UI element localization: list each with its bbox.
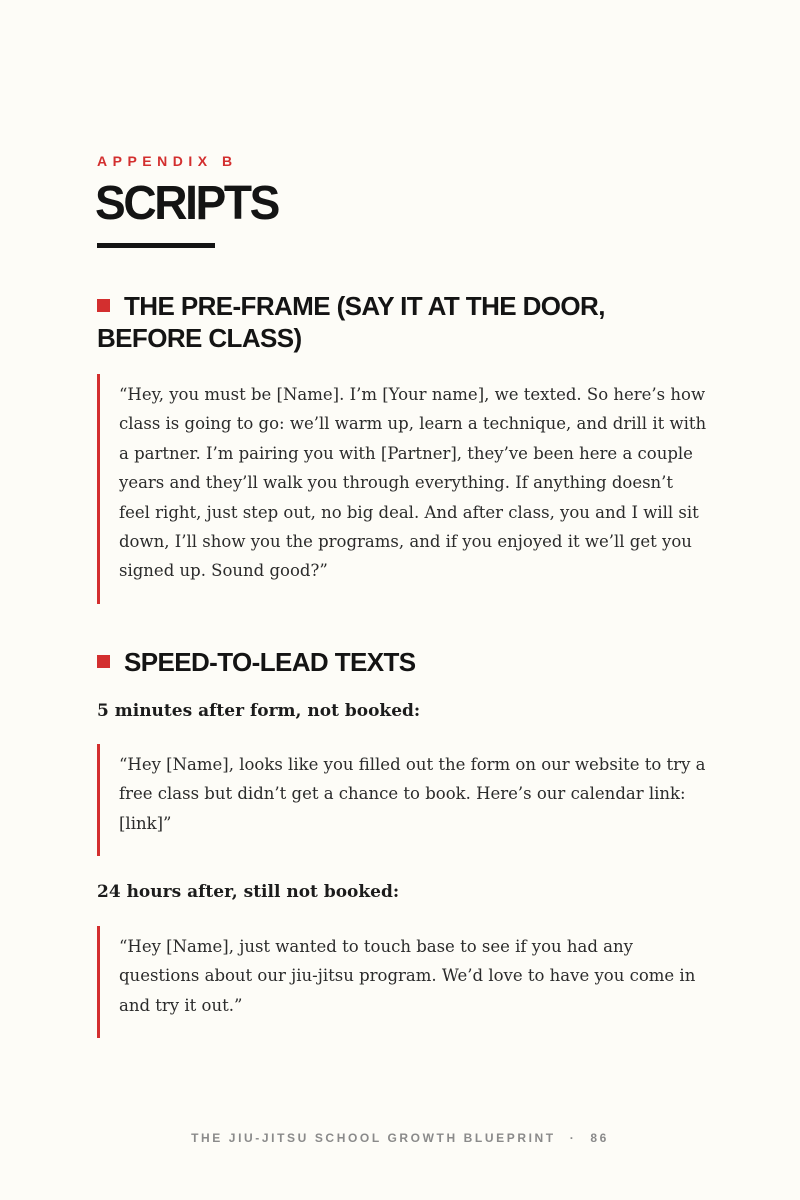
text-script-quote-24-hours	[97, 926, 707, 1038]
section-heading-speed-to-lead	[97, 646, 697, 678]
red-square-icon	[97, 655, 110, 668]
text-script-quote-5-minutes	[97, 744, 707, 856]
text-timing-label-24-hours: 24 hours after, still not booked:	[97, 882, 400, 902]
page-footer	[0, 1131, 800, 1145]
text-timing-label-5-minutes: 5 minutes after form, not booked:	[97, 701, 421, 721]
footer-book-title: THE JIU-JITSU SCHOOL GROWTH BLUEPRINT	[191, 1131, 556, 1145]
footer-page-number: 86	[590, 1131, 609, 1145]
footer-separator: ·	[569, 1131, 577, 1145]
appendix-label: APPENDIX B	[97, 153, 238, 169]
section-heading-pre-frame	[97, 290, 697, 354]
page-title: SCRIPTS	[95, 177, 278, 230]
quote-text: “Hey, you must be [Name]. I’m [Your name], we texted. So here’s how class is going to go: we’ll warm up, learn a technique, and drill it with a partner. I’m pairing you with [Partner], they’ve been here a couple years and they’ll walk you through everything. If anything doesn’t feel right, just step out, no big deal. And after class, you and I will sit down, I’ll show you the programs, and if you enjoyed it we’ll get you signed up. Sound good?”	[119, 385, 707, 581]
section-heading-text: THE PRE-FRAME (SAY IT AT THE DOOR, BEFORE CLASS)	[97, 291, 605, 353]
red-square-icon	[97, 299, 110, 312]
section-heading-text: SPEED-TO-LEAD TEXTS	[124, 647, 416, 677]
pre-frame-script-quote	[97, 374, 707, 604]
quote-text: “Hey [Name], just wanted to touch base to see if you had any questions about our jiu-jitsu program. We’d love to have you come in and try it out.”	[119, 937, 696, 1015]
title-underline	[97, 243, 215, 248]
quote-text: “Hey [Name], looks like you filled out the form on our website to try a free class but didn’t get a chance to book. Here’s our calendar link: [link]”	[119, 755, 706, 833]
